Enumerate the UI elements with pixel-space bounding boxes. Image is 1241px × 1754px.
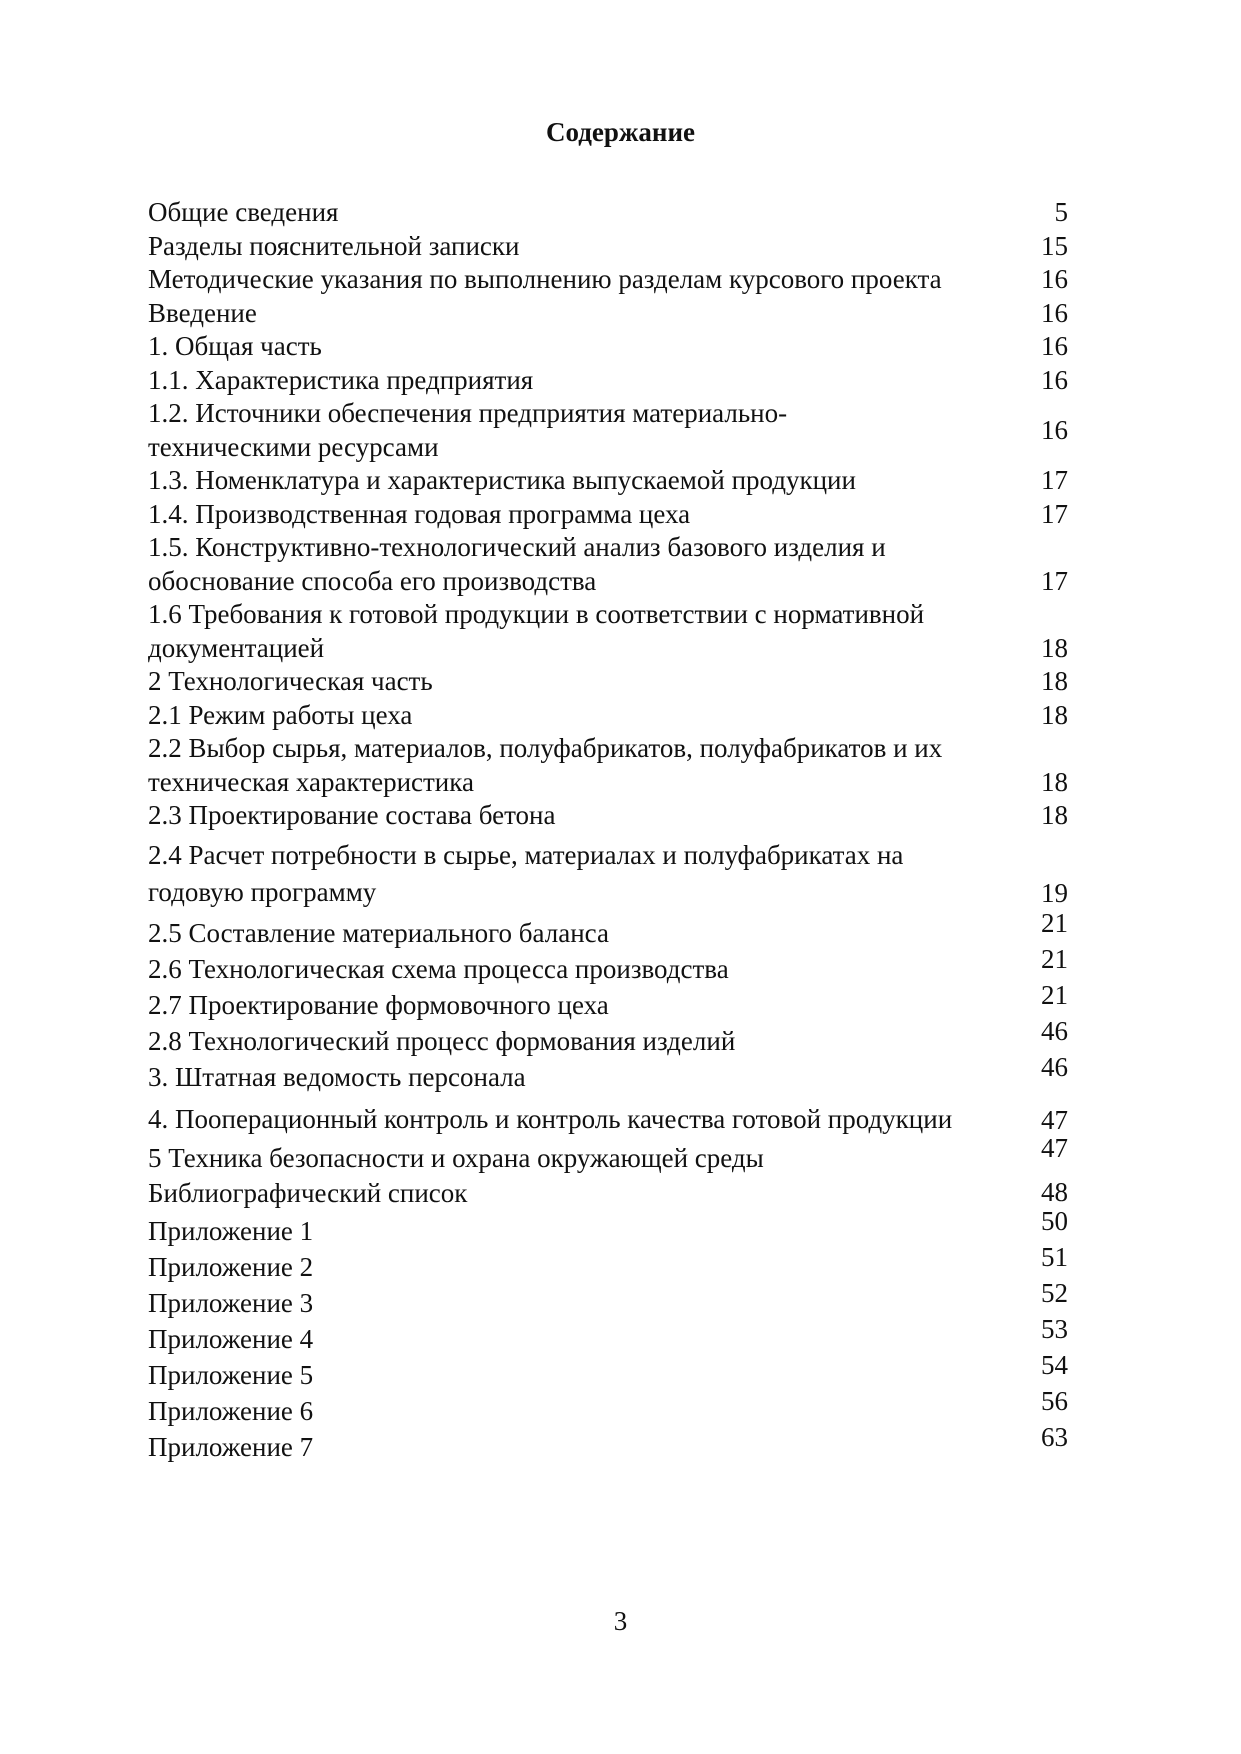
toc-entry — [148, 263, 1068, 297]
toc-entry-text: 1.2. Источники обеспечения предприятия материально-техническими ресурсами — [148, 398, 788, 462]
toc-entry-text: 2.7 Проектирование формовочного цеха — [148, 989, 609, 1020]
toc-entry-text: 2.2 Выбор сырья, материалов, полуфабрикатов, полуфабрикатов и их техническая характеристика — [148, 733, 943, 797]
toc-entry — [148, 665, 1068, 699]
toc-entry — [148, 1015, 1068, 1059]
toc-entry-text: 2.3 Проектирование состава бетона — [148, 800, 556, 830]
toc-entry-page: 48 — [1041, 1176, 1068, 1207]
toc-entry-page: 21 — [1041, 943, 1068, 974]
toc-entry-page: 5 — [1054, 197, 1068, 227]
toc-entry — [148, 598, 1068, 665]
toc-entry-text: 1. Общая часть — [148, 331, 322, 361]
toc-entry — [148, 297, 1068, 331]
toc-entry — [148, 531, 1068, 598]
toc-entry-page: 47 — [1041, 1132, 1068, 1163]
toc-entry-text: 2.8 Технологический процесс формования изделий — [148, 1025, 736, 1056]
toc-entry-text: 2 Технологическая часть — [148, 666, 433, 696]
toc-entry-page: 16 — [1041, 264, 1068, 294]
toc-entry-text: Приложение 3 — [148, 1288, 314, 1318]
toc-entry-text: Приложение 7 — [148, 1432, 314, 1462]
toc-entry-text: Общие сведения — [148, 197, 339, 227]
toc-entry — [148, 1386, 1068, 1429]
toc-entry — [148, 1422, 1068, 1465]
toc-entry-text: 1.6 Требования к готовой продукции в соответствии с нормативной документацией — [148, 599, 925, 663]
toc-entry — [148, 397, 1068, 464]
toc-entry — [148, 498, 1068, 532]
toc-entry — [148, 943, 1068, 987]
toc-entry-page: 16 — [1041, 297, 1068, 328]
toc-entry-text: 2.1 Режим работы цеха — [148, 699, 413, 730]
toc-entry-page: 21 — [1041, 979, 1068, 1010]
toc-entry-page: 16 — [1041, 414, 1068, 445]
toc-entry-text: 1.4. Производственная годовая программа цеха — [148, 498, 691, 529]
toc-entry — [148, 1206, 1068, 1249]
toc-entry — [148, 1101, 1068, 1138]
toc-entry-page: 47 — [1041, 1105, 1068, 1135]
toc-entry — [148, 837, 1068, 911]
toc-entry — [148, 799, 1068, 833]
toc-entry — [148, 1176, 1068, 1210]
toc-entry-text: Методические указания по выполнению разделам курсового проекта — [148, 264, 942, 294]
toc-entry-page: 53 — [1041, 1314, 1068, 1344]
toc-entry — [148, 1132, 1068, 1176]
toc-entry-text: Приложение 4 — [148, 1324, 314, 1354]
toc-entry — [148, 699, 1068, 733]
toc-entry — [148, 979, 1068, 1023]
toc-entry-text: 5 Техника безопасности и охрана окружающей среды — [148, 1142, 764, 1173]
toc-entry-text: 2.4 Расчет потребности в сырье, материалах и полуфабрикатах на годовую программу — [148, 839, 904, 907]
toc-entry-page: 21 — [1041, 907, 1068, 938]
toc-entry — [148, 1314, 1068, 1357]
toc-entry-text: Библиографический список — [148, 1178, 468, 1208]
toc-entry-page: 18 — [1041, 699, 1068, 730]
toc-entry-text: 4. Пооперационный контроль и контроль качества готовой продукции — [148, 1103, 953, 1134]
toc-entry-page: 54 — [1041, 1350, 1068, 1380]
toc-entry-page: 16 — [1041, 331, 1068, 361]
toc-entry — [148, 1350, 1068, 1393]
toc-entry-page: 17 — [1041, 498, 1068, 529]
toc-entry-page: 46 — [1041, 1051, 1068, 1082]
toc-entry — [148, 732, 1068, 799]
toc-entry-text: 1.3. Номенклатура и характеристика выпускаемой продукции — [148, 465, 856, 495]
page-number: 3 — [613, 1606, 628, 1636]
toc-entry-page: 52 — [1041, 1278, 1068, 1308]
toc-entry-text: Приложение 6 — [148, 1396, 314, 1426]
toc-entry-page: 16 — [1041, 364, 1068, 395]
toc-entry-text: 1.5. Конструктивно-технологический анализ базового изделия и обоснование способа его производства — [148, 532, 886, 596]
toc-entry-page: 18 — [1041, 666, 1068, 696]
toc-entry-page: 17 — [1041, 565, 1068, 596]
toc-entry — [148, 230, 1068, 264]
toc-entry-text: Приложение 1 — [148, 1216, 314, 1246]
toc-entry-page: 18 — [1041, 800, 1068, 830]
toc-entry-text: Введение — [148, 297, 257, 328]
toc-entry-page: 18 — [1041, 632, 1068, 663]
toc-entry — [148, 464, 1068, 498]
toc-entry-text: Приложение 5 — [148, 1360, 314, 1390]
toc-entry — [148, 364, 1068, 398]
toc-entry-text: Приложение 2 — [148, 1252, 314, 1282]
toc-entry-text: 2.6 Технологическая схема процесса производства — [148, 953, 729, 984]
toc-entry-page: 15 — [1041, 230, 1068, 261]
toc-entry-page: 63 — [1041, 1422, 1068, 1452]
toc-entry-page: 50 — [1041, 1206, 1068, 1236]
toc-entry-page: 46 — [1041, 1015, 1068, 1046]
toc-entry-page: 19 — [1041, 878, 1068, 908]
toc-entry-page: 51 — [1041, 1242, 1068, 1272]
toc-entry — [148, 1278, 1068, 1321]
table-of-contents — [148, 196, 1068, 1465]
toc-entry-page: 56 — [1041, 1386, 1068, 1416]
page-title: Содержание — [545, 117, 696, 147]
toc-entry-page: 17 — [1041, 465, 1068, 495]
toc-entry-text: 1.1. Характеристика предприятия — [148, 364, 534, 395]
toc-entry-text: 3. Штатная ведомость персонала — [148, 1061, 526, 1092]
toc-entry — [148, 330, 1068, 364]
toc-entry — [148, 1242, 1068, 1285]
toc-entry — [148, 1051, 1068, 1095]
toc-entry-text: Разделы пояснительной записки — [148, 230, 520, 261]
toc-entry-text: 2.5 Составление материального баланса — [148, 917, 609, 948]
toc-entry-page: 18 — [1041, 766, 1068, 797]
toc-entry — [148, 907, 1068, 951]
toc-entry — [148, 196, 1068, 230]
